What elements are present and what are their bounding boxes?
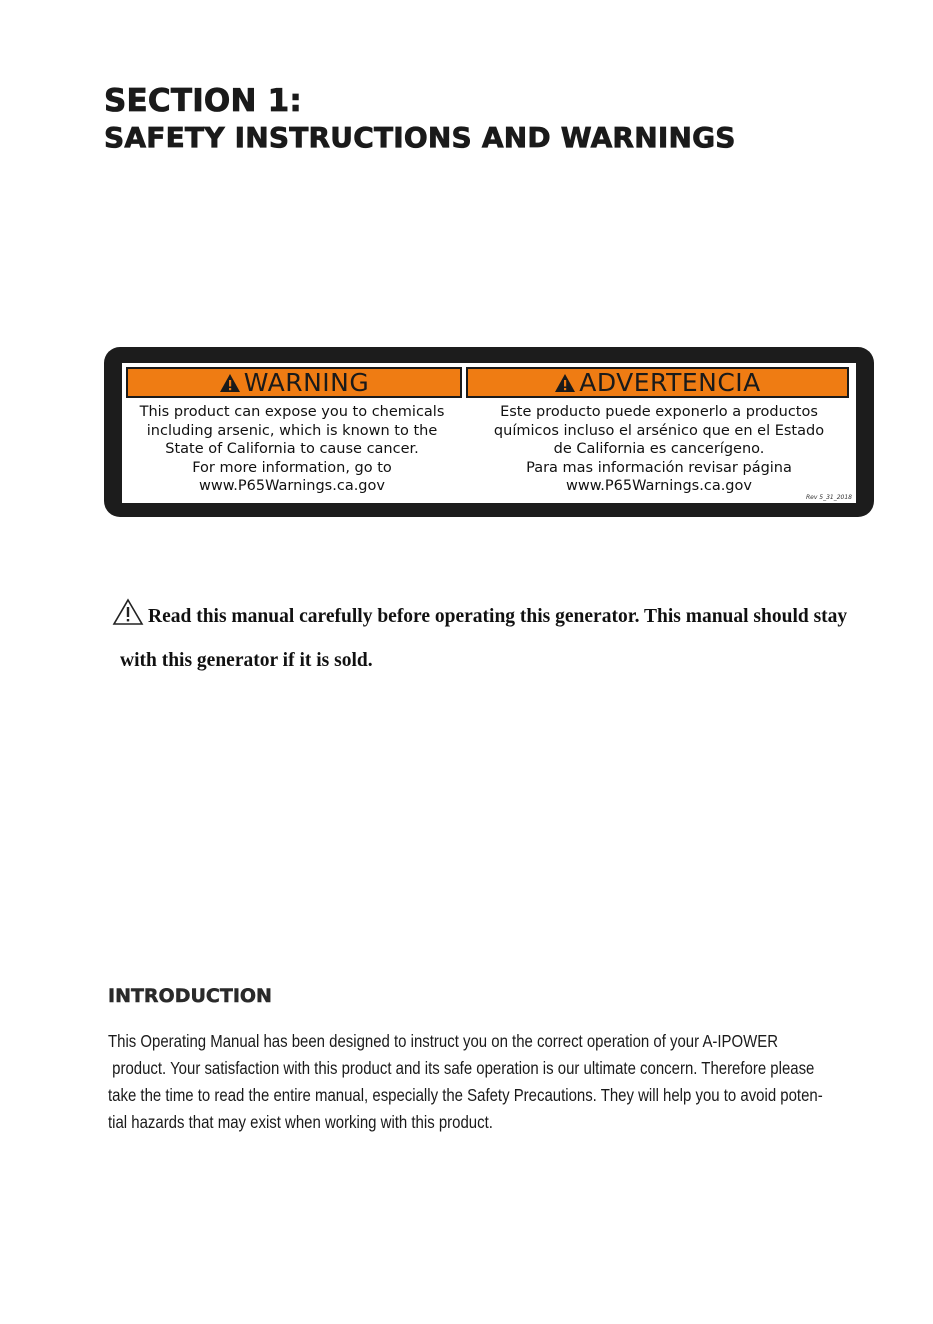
warning-en-line: For more information, go to	[192, 459, 392, 476]
warning-es-line: de California es cancerígeno.	[553, 441, 765, 458]
intro-line: This Operating Manual has been designed to instruct you on the correct operation of your A-IPOWER	[108, 1031, 779, 1051]
intro-line: tial hazards that may exist when working with this product.	[108, 1112, 493, 1132]
advertencia-banner-text: ADVERTENCIA	[579, 368, 761, 397]
warning-english	[122, 363, 462, 503]
warning-en-line: State of California to cause cancer.	[165, 441, 419, 458]
prop65-label-inner	[122, 363, 856, 503]
warning-spanish-text	[462, 403, 856, 496]
notice-text-2: with this generator if it is sold.	[120, 650, 373, 671]
intro-line: product. Your satisfaction with this product and its safe operation is our ultimate concern. Therefore please	[108, 1058, 815, 1078]
warning-es-url: www.P65Warnings.ca.gov	[566, 478, 752, 495]
warning-spanish	[462, 363, 856, 503]
intro-line: take the time to read the entire manual, especially the Safety Precautions. They will help you to avoid poten-	[108, 1085, 823, 1105]
warning-triangle-icon	[112, 598, 144, 626]
section-heading	[104, 82, 736, 156]
warning-es-line: Para mas información revisar página	[526, 459, 792, 476]
revision-code: Rev 5_31_2018	[805, 494, 852, 501]
warning-english-text	[122, 403, 462, 496]
warning-banner	[126, 367, 462, 398]
notice-line-1	[112, 598, 847, 628]
section-number: SECTION 1:	[104, 83, 302, 119]
warning-banner-text: WARNING	[243, 368, 370, 397]
warning-en-line: including arsenic, which is known to the	[146, 422, 438, 439]
notice-text-1: Read this manual carefully before operating this generator. This manual should stay	[148, 606, 848, 627]
section-title: SAFETY INSTRUCTIONS AND WARNINGS	[104, 121, 736, 154]
introduction-heading: INTRODUCTION	[108, 985, 272, 1007]
advertencia-banner	[466, 367, 849, 398]
warning-en-line: This product can expose you to chemicals	[139, 404, 445, 420]
warning-en-url: www.P65Warnings.ca.gov	[199, 478, 385, 495]
warning-es-line: químicos incluso el arsénico que en el Estado	[493, 422, 825, 439]
prop65-warning-label	[104, 347, 874, 517]
warning-triangle-icon	[219, 373, 241, 393]
warning-es-line: Este producto puede exponerlo a productos	[500, 404, 818, 420]
warning-triangle-icon	[554, 373, 576, 393]
introduction-body	[108, 1028, 823, 1136]
